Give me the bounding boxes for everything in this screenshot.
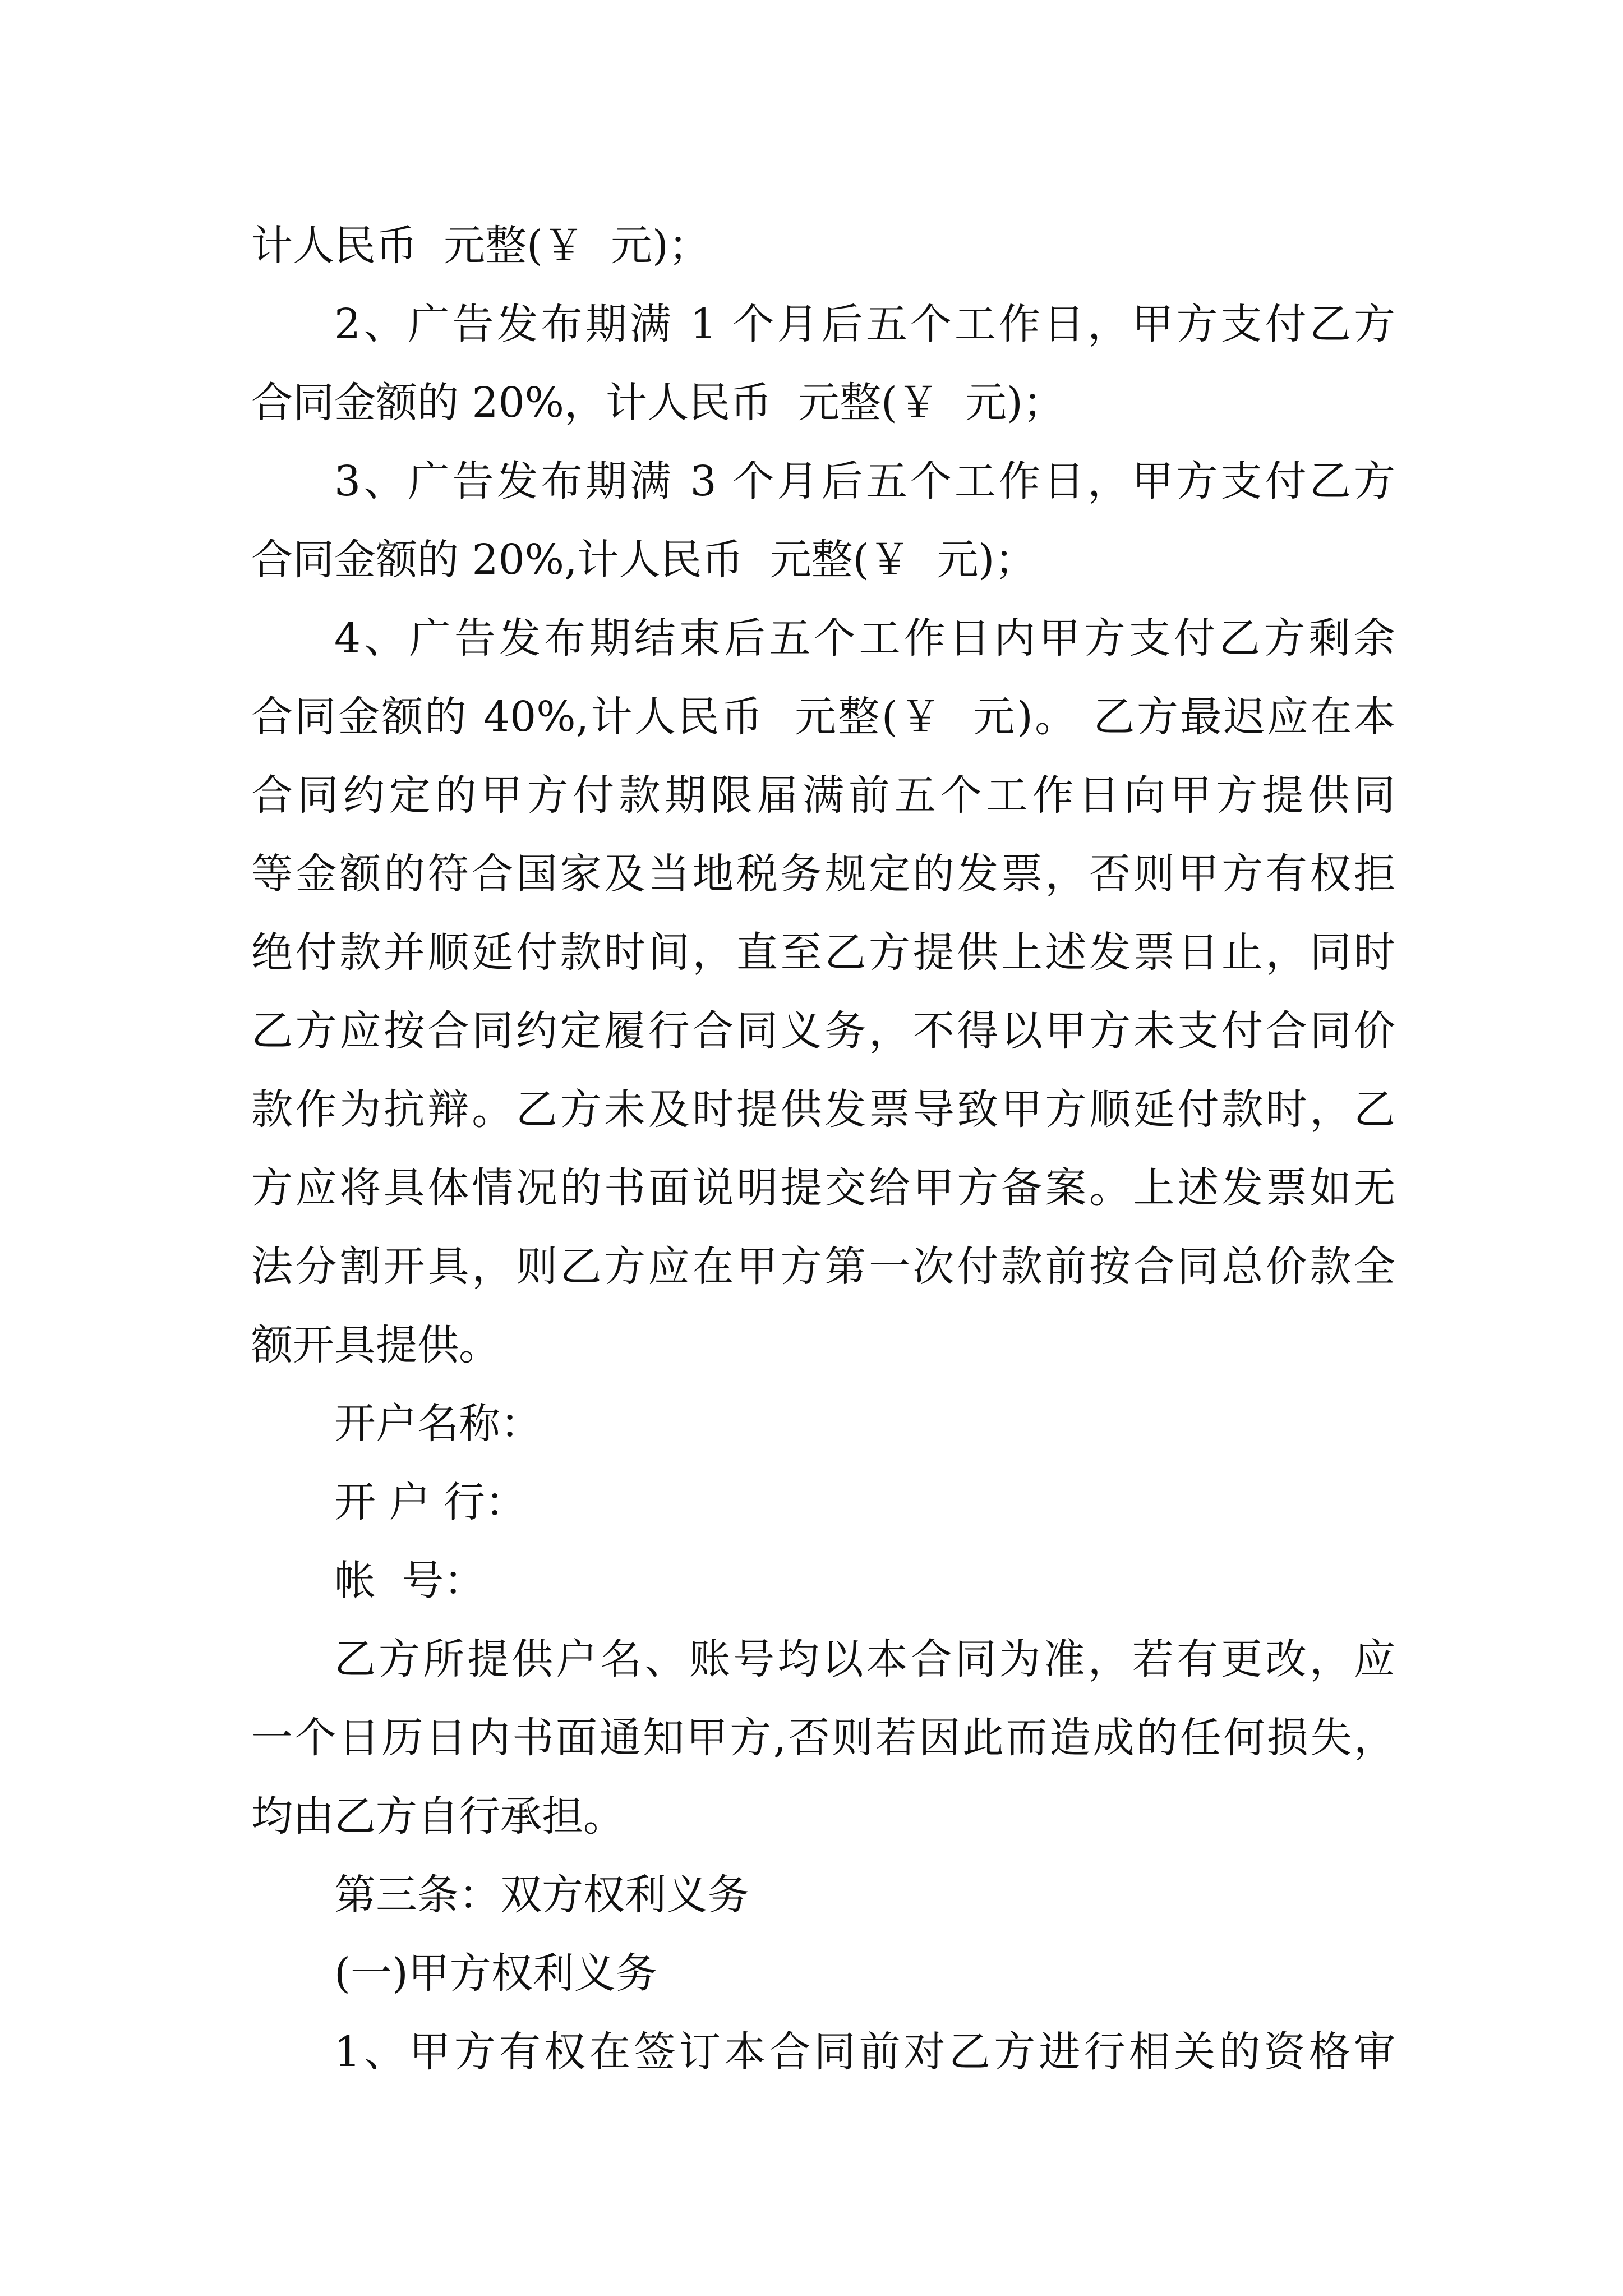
text-line-13: 方应将具体情况的书面说明提交给甲方备案。上述发票如无 — [251, 1164, 1395, 1212]
document-page — [251, 206, 1395, 2091]
text-line-20: 一个日历日内书面通知甲方,否则若因此而造成的任何损失， — [251, 1714, 1395, 1762]
text-line-6: 4、广告发布期结束后五个工作日内甲方支付乙方剩余 — [334, 614, 1395, 662]
text-line-3: 合同金额的 20%，计人民币 元整(￥ 元)； — [251, 379, 1064, 427]
text-line-24: 1、甲方有权在签订本合同前对乙方进行相关的资格审 — [334, 2028, 1395, 2076]
bank-label: 开 户 行： — [334, 1478, 527, 1526]
text-line-5: 合同金额的 20%,计人民币 元整(￥ 元)； — [251, 536, 1036, 584]
account-name-label: 开户名称： — [334, 1400, 542, 1448]
text-line-9: 等金额的符合国家及当地税务规定的发票，否则甲方有权拒 — [251, 850, 1395, 898]
text-line-4: 3、广告发布期满 3 个月后五个工作日，甲方支付乙方 — [334, 457, 1395, 505]
account-number-label: 帐 号： — [334, 1557, 486, 1605]
text-line-2: 2、广告发布期满 1 个月后五个工作日，甲方支付乙方 — [334, 300, 1395, 348]
text-line-7: 合同金额的 40%,计人民币 元整(￥ 元)。 乙方最迟应在本 — [251, 693, 1395, 741]
text-line-8: 合同约定的甲方付款期限届满前五个工作日向甲方提供同 — [251, 771, 1395, 820]
text-line-19: 乙方所提供户名、账号均以本合同为准，若有更改，应 — [334, 1635, 1395, 1683]
text-line-21: 均由乙方自行承担。 — [251, 1792, 625, 1841]
subsection-heading: (一)甲方权利义务 — [334, 1949, 657, 1998]
text-line-11: 乙方应按合同约定履行合同义务，不得以甲方未支付合同价 — [251, 1007, 1395, 1055]
section-heading: 第三条：双方权利义务 — [334, 1871, 749, 1919]
text-line-12: 款作为抗辩。乙方未及时提供发票导致甲方顺延付款时，乙 — [251, 1085, 1395, 1134]
text-line-10: 绝付款并顺延付款时间，直至乙方提供上述发票日止，同时 — [251, 928, 1395, 977]
text-line-14: 法分割开具，则乙方应在甲方第一次付款前按合同总价款全 — [251, 1243, 1395, 1291]
text-line-1: 计人民币 元整(￥ 元)； — [251, 222, 710, 270]
text-line-15: 额开具提供。 — [251, 1321, 500, 1369]
